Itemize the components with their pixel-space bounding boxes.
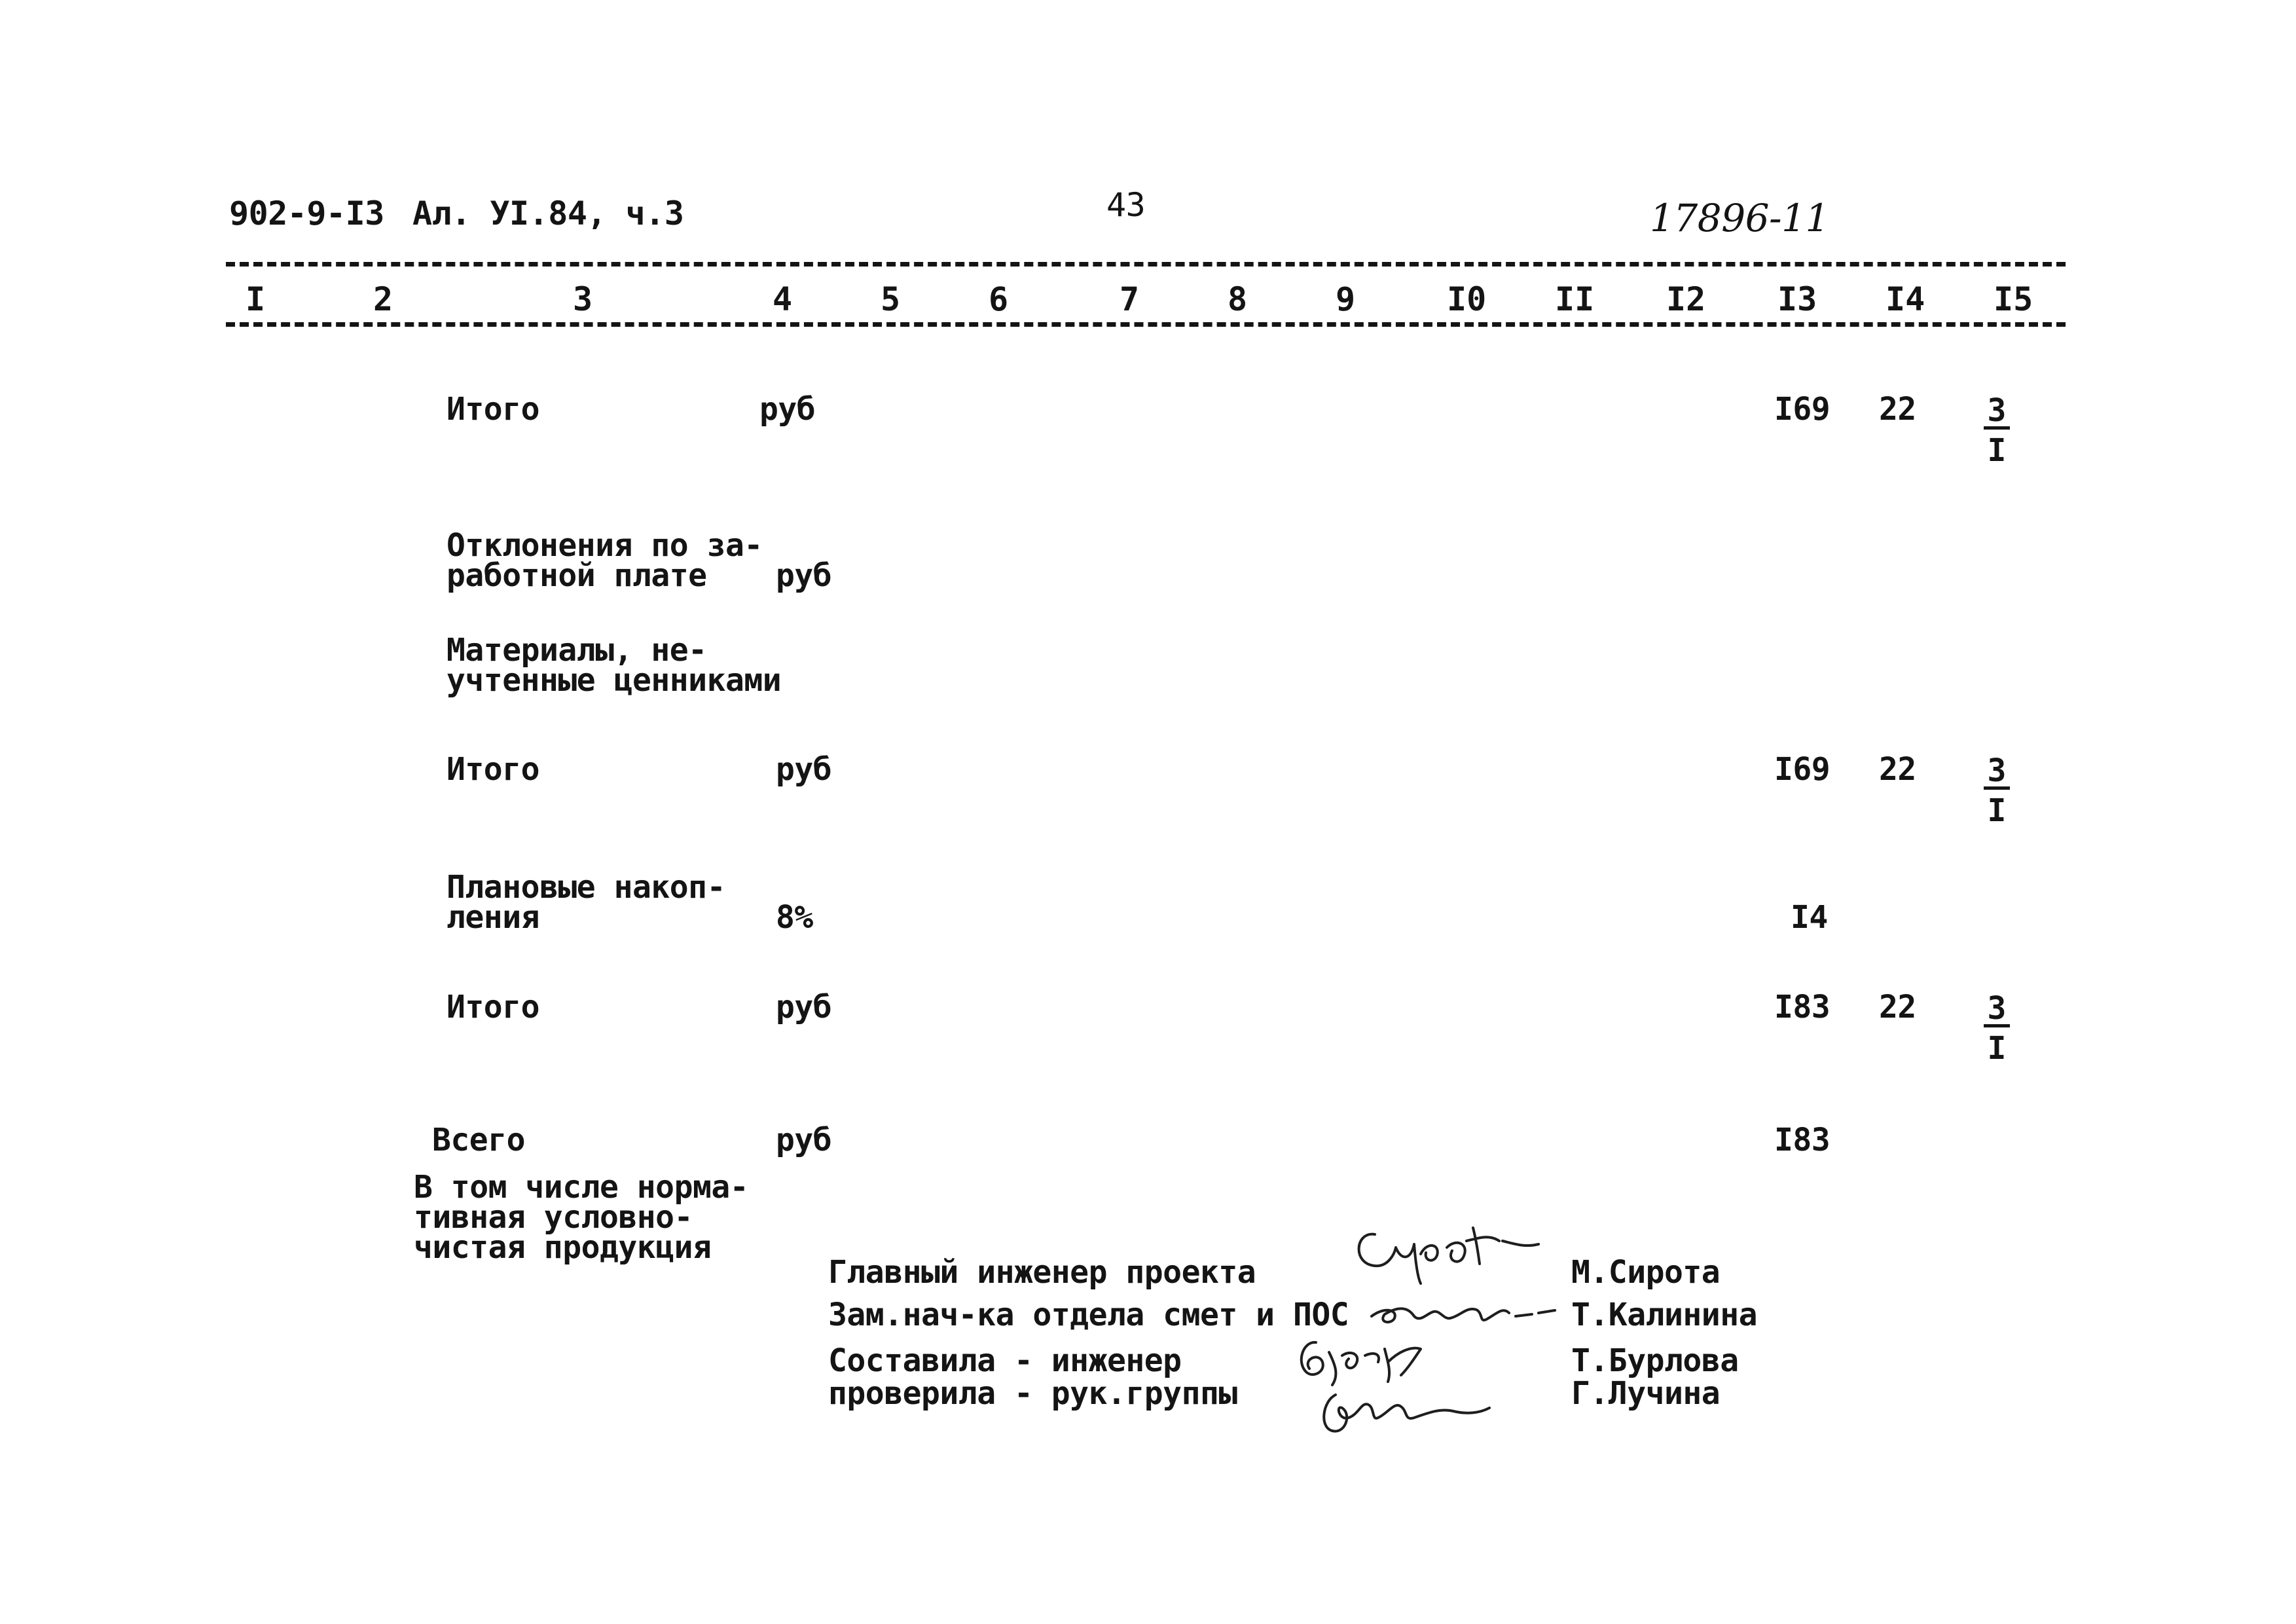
header-rule-bottom bbox=[226, 322, 2066, 327]
signature-role: проверила - рук.группы bbox=[828, 1375, 1237, 1412]
column-number: 2 bbox=[373, 280, 393, 318]
fraction-denominator: I bbox=[1987, 792, 2007, 829]
column-number: I2 bbox=[1666, 280, 1706, 318]
column-number: 7 bbox=[1120, 280, 1140, 318]
column-number: I0 bbox=[1447, 280, 1487, 318]
document-code: 902-9-I3 bbox=[229, 194, 384, 232]
column-number: 8 bbox=[1228, 280, 1248, 318]
including-note-line3: чистая продукция bbox=[414, 1229, 712, 1266]
cell-col14: 22 bbox=[1879, 391, 1916, 428]
row-label-planned-savings-line1: Плановые накоп- bbox=[446, 869, 725, 906]
row-label-materials-line1: Материалы, не- bbox=[446, 632, 707, 669]
row-label-wage-deviation-line2: работной плате bbox=[446, 557, 707, 594]
signature-role: Зам.нач-ка отдела смет и ПОС bbox=[828, 1297, 1349, 1333]
signature-role: Главный инженер проекта bbox=[828, 1254, 1256, 1291]
column-number: 6 bbox=[989, 280, 1009, 318]
album-reference: Ал. УI.84, ч.3 bbox=[412, 194, 684, 232]
fraction-denominator: I bbox=[1987, 1030, 2007, 1067]
column-number: 4 bbox=[773, 280, 793, 318]
cell-col13: I69 bbox=[1774, 391, 1831, 428]
cell-col15-fraction bbox=[1984, 990, 2010, 1067]
cell-col14: 22 bbox=[1879, 989, 1916, 1025]
including-note-line1: В том числе норма- bbox=[414, 1169, 749, 1206]
column-number: I5 bbox=[1994, 280, 2033, 318]
fraction-denominator: I bbox=[1987, 432, 2007, 469]
row-label-total: Итого bbox=[446, 391, 539, 428]
cell-col13: I83 bbox=[1774, 989, 1831, 1025]
fraction-numerator: 3 bbox=[1984, 994, 2010, 1027]
column-number: 3 bbox=[573, 280, 593, 318]
row-label-materials-line2: учтенные ценниками bbox=[446, 662, 782, 699]
cell-col14: 22 bbox=[1879, 751, 1916, 788]
signature-name: Т.Калинина bbox=[1571, 1297, 1757, 1333]
handwritten-signature-sirota bbox=[1349, 1215, 1545, 1287]
row-label-planned-savings-line2: ления bbox=[446, 899, 539, 936]
row-unit: 8% bbox=[776, 899, 813, 936]
handwritten-signature-luchina bbox=[1316, 1382, 1493, 1441]
cell-col15-fraction bbox=[1984, 752, 2010, 829]
row-label-grand-total: Всего bbox=[432, 1122, 525, 1158]
column-number: 5 bbox=[881, 280, 901, 318]
row-label-total: Итого bbox=[446, 751, 539, 788]
cell-col15-fraction bbox=[1984, 392, 2010, 469]
column-number: I bbox=[246, 280, 266, 318]
row-unit: руб bbox=[759, 391, 816, 428]
signature-name: Т.Бурлова bbox=[1571, 1342, 1739, 1379]
column-number: I3 bbox=[1777, 280, 1817, 318]
cell-col13: I4 bbox=[1791, 899, 1828, 936]
column-number: II bbox=[1555, 280, 1595, 318]
signature-name: Г.Лучина bbox=[1571, 1375, 1721, 1412]
column-number: I4 bbox=[1886, 280, 1925, 318]
signature-name: М.Сирота bbox=[1571, 1254, 1721, 1291]
cell-col13: I83 bbox=[1774, 1122, 1831, 1158]
row-unit: руб bbox=[776, 751, 832, 788]
page-number: 43 bbox=[1106, 186, 1146, 224]
row-unit: руб bbox=[776, 989, 832, 1025]
row-unit: руб bbox=[776, 1122, 832, 1158]
fraction-numerator: 3 bbox=[1984, 756, 2010, 790]
row-label-wage-deviation-line1: Отклонения по за- bbox=[446, 527, 763, 564]
document-number: 17896-11 bbox=[1650, 196, 1829, 240]
signature-role: Составила - инженер bbox=[828, 1342, 1182, 1379]
including-note-line2: тивная условно- bbox=[414, 1199, 693, 1236]
column-number: 9 bbox=[1336, 280, 1356, 318]
row-label-total: Итого bbox=[446, 989, 539, 1025]
row-unit: руб bbox=[776, 557, 832, 594]
cell-col13: I69 bbox=[1774, 751, 1831, 788]
fraction-numerator: 3 bbox=[1984, 396, 2010, 430]
handwritten-signature-burlova bbox=[1290, 1336, 1434, 1388]
handwritten-signature-kalinina bbox=[1368, 1293, 1558, 1333]
header-rule-top bbox=[226, 262, 2066, 267]
